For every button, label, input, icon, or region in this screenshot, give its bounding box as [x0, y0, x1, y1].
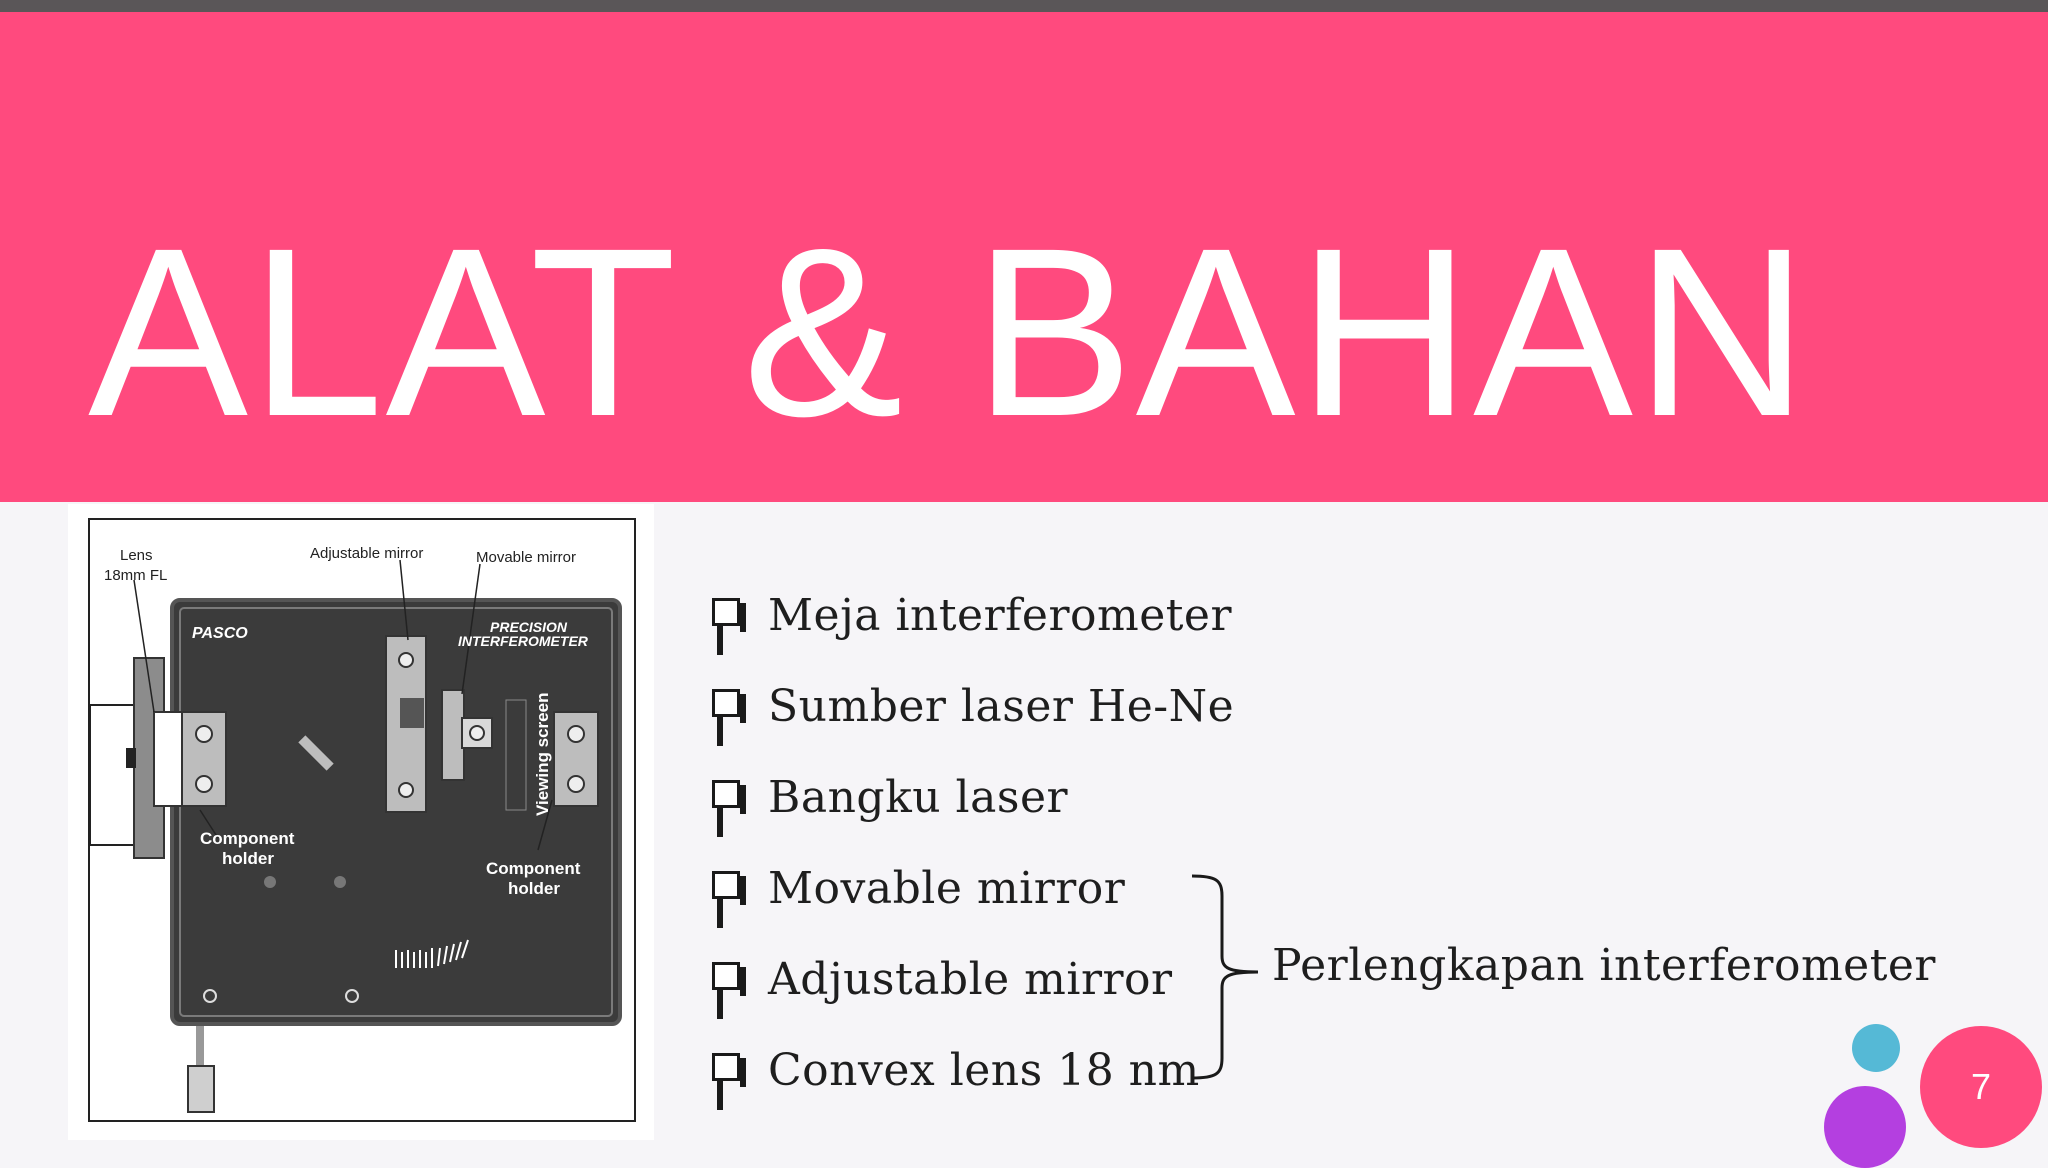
page-number: 7 [1970, 1066, 1992, 1107]
hollow-square-checkbox-icon [712, 689, 748, 725]
right-curly-brace-icon [1188, 872, 1268, 1082]
movable-mirror [442, 690, 464, 780]
label-lens-fl: 18mm FL [104, 567, 168, 584]
interferometer-figure [68, 504, 654, 1140]
list-item-label: Movable mirror [768, 863, 1126, 914]
decorative-dot-purple [1824, 1086, 1906, 1168]
list-item-label: Adjustable mirror [768, 954, 1173, 1005]
label-adjustable-mirror: Adjustable mirror [310, 545, 424, 562]
list-item-label: Sumber laser He-Ne [768, 681, 1235, 732]
viewing-screen [506, 700, 526, 810]
label-lens: Lens [120, 547, 153, 564]
product-name-line1: PRECISION [490, 619, 568, 635]
hollow-square-checkbox-icon [712, 1053, 748, 1089]
micrometer-knob [188, 1066, 214, 1112]
list-item-label: Convex lens 18 nm [768, 1045, 1200, 1096]
top-bar [0, 0, 2048, 12]
label-component-holder-left-2: holder [222, 849, 274, 868]
product-name-line2: INTERFEROMETER [458, 633, 588, 649]
lens [154, 712, 182, 806]
title-banner [0, 12, 2048, 502]
label-movable-mirror: Movable mirror [476, 549, 577, 566]
list-item [712, 752, 1234, 843]
decorative-dot-blue [1852, 1024, 1900, 1072]
list-item [712, 570, 1234, 661]
hollow-square-checkbox-icon [712, 962, 748, 998]
list-item-label: Bangku laser [768, 772, 1069, 823]
figure-frame [88, 518, 636, 1122]
hollow-square-checkbox-icon [712, 871, 748, 907]
list-item [712, 1025, 1234, 1116]
list-item [712, 843, 1234, 934]
equipment-list [712, 570, 1234, 1116]
list-item [712, 934, 1234, 1025]
page-number-badge [1920, 1026, 2042, 1148]
laser-bench [90, 705, 138, 845]
label-component-holder-right-2: holder [508, 879, 560, 898]
slide-title: ALAT & BAHAN [88, 198, 1811, 466]
list-item [712, 661, 1234, 752]
label-component-holder-right-1: Component [486, 859, 581, 878]
list-item-label: Meja interferometer [768, 590, 1232, 641]
hollow-square-checkbox-icon [712, 780, 748, 816]
label-viewing-screen: Viewing screen [533, 692, 552, 816]
group-label: Perlengkapan interferometer [1272, 940, 1936, 991]
label-component-holder-left-1: Component [200, 829, 295, 848]
brand-logo: PASCO [192, 625, 248, 642]
interferometer-diagram [90, 520, 638, 1124]
hollow-square-checkbox-icon [712, 598, 748, 634]
